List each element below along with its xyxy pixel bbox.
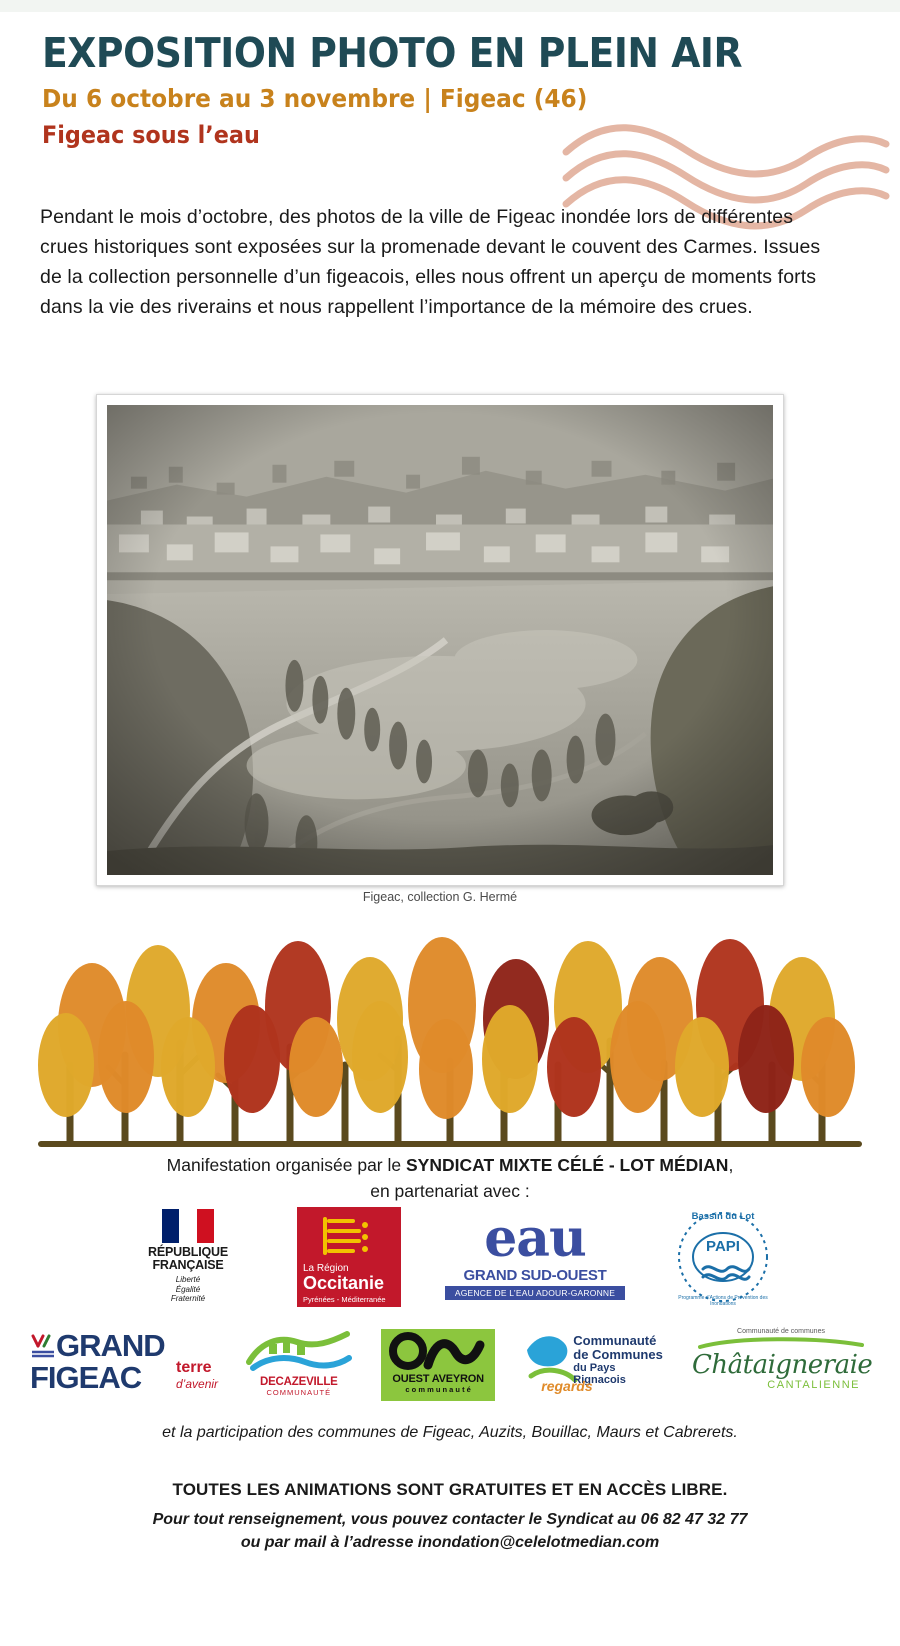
- decazeville-mark-icon: [243, 1328, 355, 1374]
- logo-decazeville-communaute: [243, 1328, 355, 1402]
- logo-grand-figeac: [30, 1328, 217, 1402]
- logo-papi-bassin-du-lot: [669, 1205, 777, 1309]
- trees-icon: [30, 915, 870, 1150]
- rignacois-line1: Communauté: [573, 1332, 657, 1348]
- french-flag-icon: [162, 1209, 214, 1243]
- partners-intro-line2: en partenariat avec :: [370, 1181, 530, 1201]
- chataigneraie-line2: Châtaigneraie: [692, 1349, 873, 1380]
- chataigneraie-line3: CANTALIENNE: [767, 1378, 860, 1391]
- occitanie-line3: Pyrénées - Méditerranée: [303, 1294, 386, 1304]
- decazeville-line1: DECAZEVILLE: [259, 1375, 338, 1388]
- subtitle-separator: |: [423, 84, 432, 113]
- rf-line2: FRANÇAISE: [152, 1258, 224, 1273]
- subtitle-dates: Du 6 octobre au 3 novembre: [42, 84, 416, 113]
- eau-line3: AGENCE DE L’EAU ADOUR-GARONNE: [445, 1286, 625, 1300]
- occitanie-line2: Occitanie: [303, 1272, 385, 1293]
- logo-ouest-aveyron-communaute: [381, 1329, 495, 1401]
- rignacois-line2: de Communes: [573, 1346, 663, 1362]
- occitanie-cross-icon: [319, 1213, 379, 1265]
- footer-line-email: ou par mail à l’adresse inondation@celelotmedian.com: [240, 1534, 660, 1551]
- svg-text:PAPI: PAPI: [706, 1237, 740, 1255]
- eau-wordmark: eau: [484, 1208, 586, 1269]
- description-paragraph: Pendant le mois d’octobre, des photos de la ville de Figeac inondée lors de différentes crues historiques sont exposées sur la promenade devant le couvent des Carmes. Issues de la collection personnelle d’un figeacois, elles nous offrent un aperçu de moments forts dans la vie des riverains et nous rappellent l’importance de la mémoire des crues.: [40, 206, 821, 318]
- logo-republique-francaise: [123, 1209, 253, 1304]
- rf-motto3: Fraternité: [170, 1294, 206, 1304]
- photo-illustration: [107, 405, 773, 875]
- ouest-aveyron-mark-icon: [382, 1331, 494, 1373]
- historic-flood-photo: [107, 405, 773, 875]
- grand-figeac-line2: FIGEAC: [30, 1359, 142, 1395]
- partner-logos-row-2: [30, 1322, 873, 1407]
- rf-motto1: Liberté: [175, 1275, 201, 1285]
- poster-header: [42, 30, 858, 149]
- rignacois-line3: du Pays Rignacois: [573, 1361, 626, 1386]
- grand-figeac-mark-icon: [30, 1332, 56, 1358]
- logo-agence-eau-adour-garonne: [445, 1208, 625, 1300]
- top-strip: [0, 0, 900, 12]
- photo-caption: Figeac, collection G. Hermé: [362, 890, 518, 904]
- occitanie-line1: La Région: [303, 1262, 349, 1274]
- subtitle-dates-place: [42, 84, 801, 114]
- organiser-suffix: ,: [728, 1155, 734, 1175]
- rf-motto2: Égalité: [175, 1284, 201, 1294]
- page-title: EXPOSITION PHOTO EN PLEIN AIR: [42, 29, 743, 77]
- partner-logos-row-1: [40, 1204, 860, 1309]
- organiser-prefix: Manifestation organisée par le: [166, 1155, 406, 1175]
- decazeville-line2: COMMUNAUTÉ: [266, 1387, 332, 1397]
- organiser-line: [40, 1152, 860, 1204]
- papi-subtitle: Programme d’Actions de Prévention des Inondations: [678, 1294, 768, 1307]
- photo-frame: [96, 394, 784, 886]
- grand-figeac-line4: d’avenir: [176, 1376, 219, 1391]
- organiser-name: SYNDICAT MIXTE CÉLÉ - LOT MÉDIAN: [405, 1155, 729, 1175]
- chataigneraie-swoosh-icon: [696, 1337, 866, 1351]
- subtitle-place: Figeac (46): [439, 84, 588, 113]
- exhibition-theme: Figeac sous l’eau: [42, 121, 260, 149]
- logo-chataigneraie-cantalienne: [692, 1327, 873, 1402]
- ouest-aveyron-line1: OUEST AVEYRON: [392, 1372, 484, 1385]
- grand-figeac-line3: terre: [176, 1358, 212, 1376]
- autumn-trees-illustration: [30, 915, 870, 1150]
- footer-info: [40, 1480, 860, 1552]
- participating-communes: et la participation des communes de Figeac, Auzits, Bouillac, Maurs et Cabrerets.: [162, 1424, 738, 1441]
- eau-line2: GRAND SUD-OUEST: [463, 1267, 607, 1284]
- grand-figeac-line1: GRAND: [56, 1327, 165, 1363]
- rf-line1: RÉPUBLIQUE: [148, 1245, 228, 1260]
- footer-line-phone: Pour tout renseignement, vous pouvez contacter le Syndicat au 06 82 47 32 77: [152, 1511, 748, 1528]
- footer-line-free-access: TOUTES LES ANIMATIONS SONT GRATUITES ET EN ACCÈS LIBRE.: [172, 1480, 728, 1499]
- logo-communaute-pays-rignacois: [521, 1328, 666, 1402]
- papi-arc-label: Bassin du Lot: [691, 1210, 755, 1222]
- chataigneraie-line1: Communauté de communes: [737, 1327, 825, 1335]
- logo-region-occitanie: [297, 1207, 401, 1307]
- rignacois-line4: regards: [541, 1377, 593, 1394]
- ouest-aveyron-line2: c o m m u n a u t é: [405, 1384, 471, 1394]
